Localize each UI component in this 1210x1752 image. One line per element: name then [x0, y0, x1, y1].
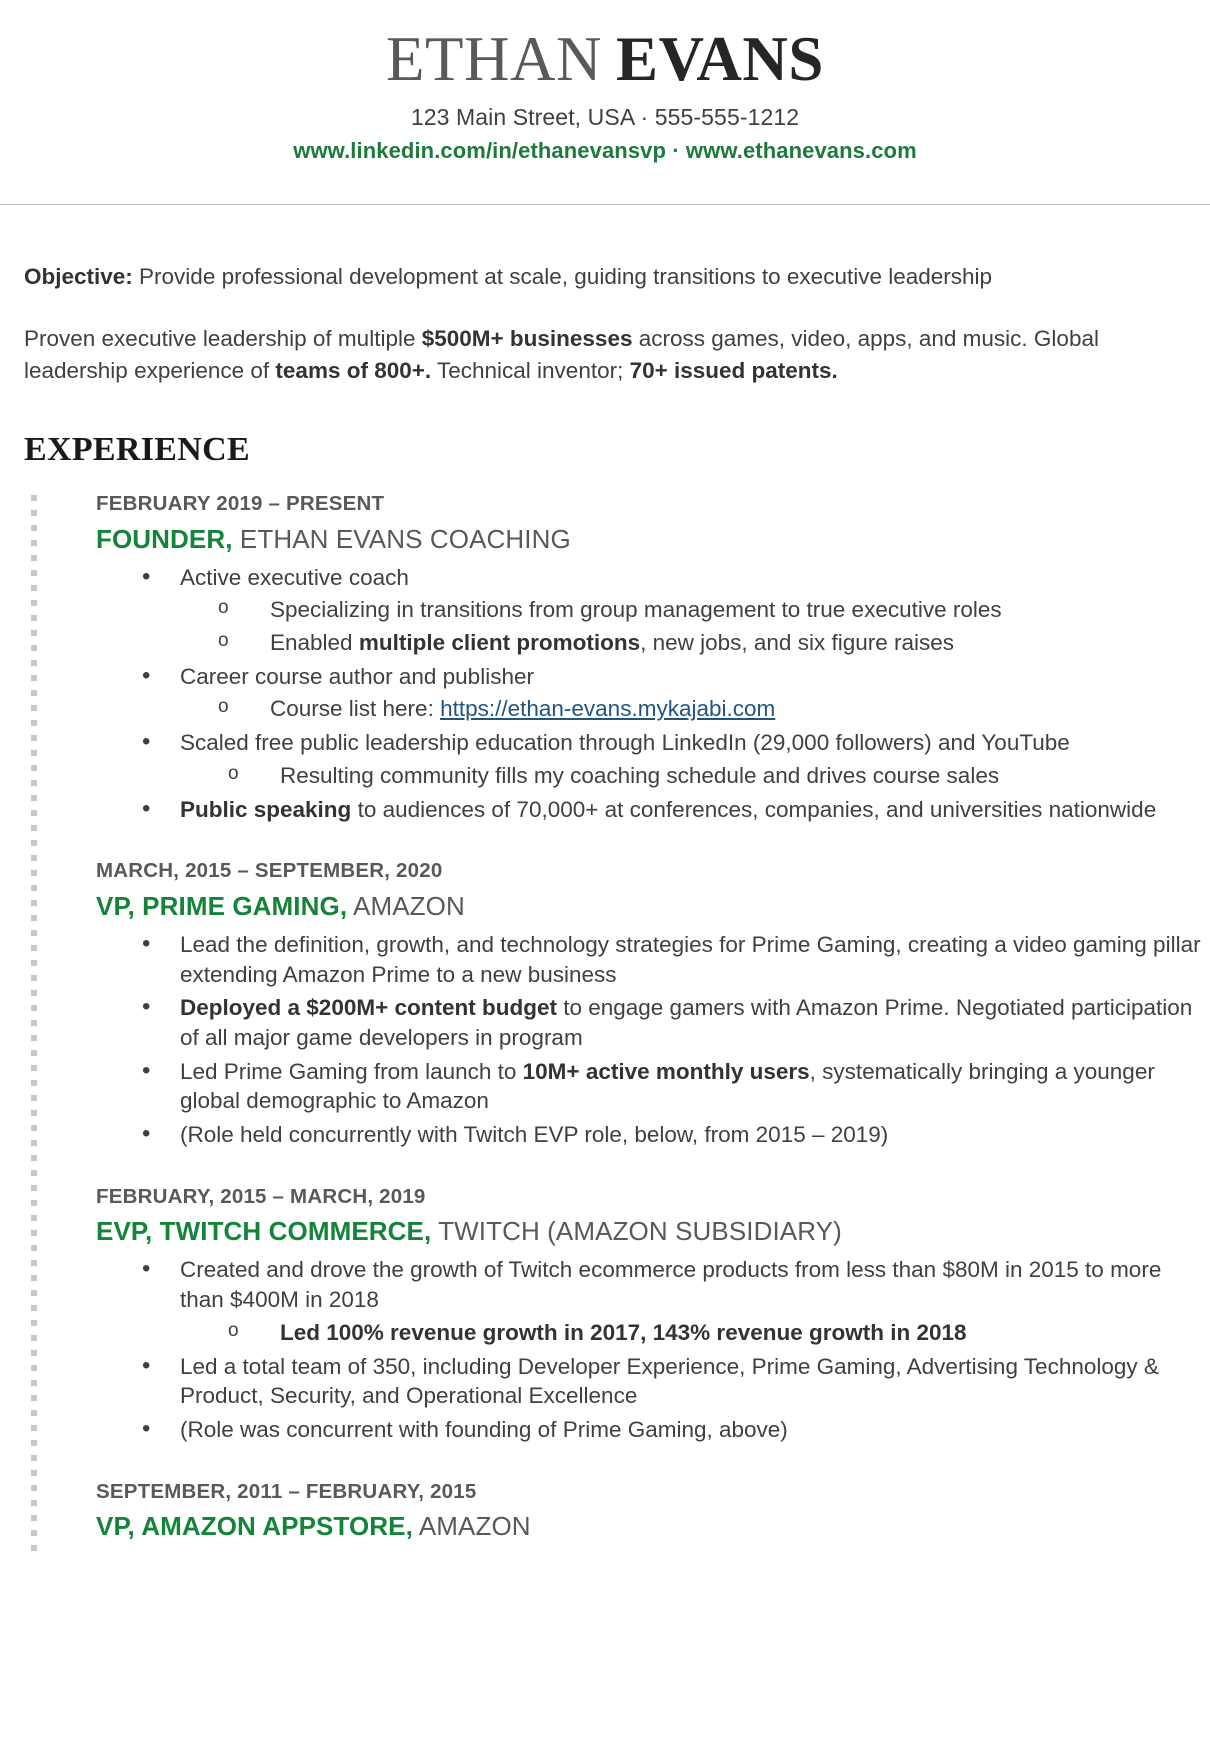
job-role: VP, PRIME GAMING, [96, 890, 348, 921]
first-name: ETHAN [386, 24, 603, 94]
contact-line: 123 Main Street, USA · 555-555-1212 [410, 104, 800, 131]
bullet-text: to engage gamers with Amazon Prime. Negotiated participation of all major game developers in program [180, 995, 1193, 1050]
sub-bullet-pre: Enabled [270, 630, 359, 656]
summary-seg-3: across games, video, apps, and music. Global leadership experience of [24, 326, 1099, 384]
list-item [96, 563, 1210, 658]
bullet-text: Scaled free public leadership education through LinkedIn (29,000 followers) and YouTube [180, 730, 1070, 756]
bullet-bold: 10M+ active monthly users [522, 1058, 810, 1084]
summary-gap [24, 293, 1170, 323]
summary-block [0, 213, 1210, 387]
job-title [96, 889, 1210, 924]
bullet-bold-lead: Public speaking [180, 796, 352, 822]
sub-bullets [180, 694, 1210, 724]
sub-bullets [180, 761, 1210, 791]
list-item [96, 1120, 1210, 1150]
job-title [96, 1214, 1210, 1249]
course-list-link[interactable]: https://ethan-evans.mykajabi.com [440, 696, 776, 722]
bullet-text: (Role was concurrent with founding of Prime Gaming, above) [180, 1416, 788, 1442]
list-item [96, 662, 1210, 724]
sub-bullets [180, 1318, 1210, 1348]
job-date: SEPTEMBER, 2011 – FEBRUARY, 2015 [96, 1479, 477, 1503]
list-item [96, 1255, 1210, 1347]
job-date: FEBRUARY, 2015 – MARCH, 2019 [96, 1184, 426, 1208]
header-divider [0, 204, 1210, 205]
job-role: FOUNDER, [96, 523, 233, 554]
objective-label: Objective: [24, 264, 133, 290]
summary-paragraph [24, 323, 1170, 387]
list-item [180, 628, 1210, 658]
list-item [96, 993, 1210, 1052]
summary-seg-4-bold: teams of 800+. [275, 358, 432, 384]
job-title [96, 522, 1210, 557]
sub-bullet-bold: Led 100% revenue growth in 2017, 143% revenue growth in 2018 [280, 1319, 967, 1345]
job-company: AMAZON [412, 1511, 531, 1542]
section-heading-experience: EXPERIENCE [24, 430, 250, 468]
bullet-pre: Led Prime Gaming from launch to [180, 1058, 523, 1084]
job-bullets [96, 1255, 1210, 1444]
sub-bullet-bold: multiple client promotions [358, 630, 641, 656]
job-entry [96, 491, 1210, 824]
bullet-post: , systematically bringing a younger global demographic to Amazon [180, 1058, 1155, 1114]
page-title [0, 26, 1210, 92]
list-item [96, 728, 1210, 790]
list-item [180, 694, 1210, 724]
list-item [96, 1057, 1210, 1116]
list-item [180, 1318, 1210, 1348]
summary-seg-6-bold: 70+ issued patents. [629, 358, 838, 384]
sub-bullet-text: Specializing in transitions from group management to true executive roles [270, 597, 1002, 623]
job-bullets [96, 930, 1210, 1150]
sub-bullet-pre: Course list here: [270, 696, 441, 722]
summary-seg-1: Proven executive leadership of multiple [24, 326, 422, 352]
job-title [96, 1509, 1210, 1544]
sub-bullets [180, 595, 1210, 657]
list-item [96, 795, 1210, 825]
job-date: FEBRUARY 2019 – PRESENT [96, 491, 385, 515]
bullet-text: Led a total team of 350, including Developer Experience, Prime Gaming, Advertising Technology & Product, Security, and Operational Excellence [180, 1353, 1159, 1409]
timeline-rail [31, 495, 37, 1560]
summary-seg-2-bold: $500M+ businesses [421, 326, 633, 352]
objective-line [24, 261, 1170, 293]
list-item [96, 1352, 1210, 1411]
list-item [96, 930, 1210, 989]
objective-text: Provide professional development at scale, guiding transitions to executive leadership [132, 264, 993, 290]
bullet-text: (Role held concurrently with Twitch EVP role, below, from 2015 – 2019) [180, 1122, 889, 1148]
job-bullets [96, 563, 1210, 825]
job-entry [96, 858, 1210, 1150]
job-company: ETHAN EVANS COACHING [232, 523, 571, 554]
last-name: EVANS [616, 24, 824, 94]
job-entry [96, 1184, 1210, 1445]
list-item [180, 595, 1210, 625]
bullet-text: Created and drove the growth of Twitch ecommerce products from less than $80M in 2015 to more than $400M in 2018 [180, 1257, 1162, 1313]
links-line[interactable]: www.linkedin.com/in/ethanevansvp · www.ethanevans.com [293, 138, 917, 164]
job-date: MARCH, 2015 – SEPTEMBER, 2020 [96, 859, 443, 883]
sub-bullet-text: Resulting community fills my coaching schedule and drives course sales [280, 762, 1000, 788]
bullet-text: Career course author and publisher [180, 663, 534, 689]
list-item [96, 1415, 1210, 1445]
job-company: TWITCH (AMAZON SUBSIDIARY) [431, 1216, 842, 1247]
sub-bullet-post: , new jobs, and six figure raises [640, 630, 954, 656]
bullet-text: Active executive coach [180, 564, 409, 590]
list-item [180, 761, 1210, 791]
bullet-text: Lead the definition, growth, and technology strategies for Prime Gaming, creating a video gaming pillar extending Amazon Prime to a new business [180, 931, 1201, 987]
bullet-text: to audiences of 70,000+ at conferences, companies, and universities nationwide [351, 796, 1157, 822]
experience-list [0, 491, 1210, 1544]
summary-seg-5: Technical inventor; [431, 358, 630, 384]
job-role: VP, AMAZON APPSTORE, [96, 1511, 413, 1542]
job-role: EVP, TWITCH COMMERCE, [96, 1216, 432, 1247]
bullet-bold-lead: Deployed a $200M+ content budget [180, 995, 557, 1021]
job-company: AMAZON [347, 890, 465, 921]
resume-header [0, 0, 1210, 164]
job-entry [96, 1479, 1210, 1545]
